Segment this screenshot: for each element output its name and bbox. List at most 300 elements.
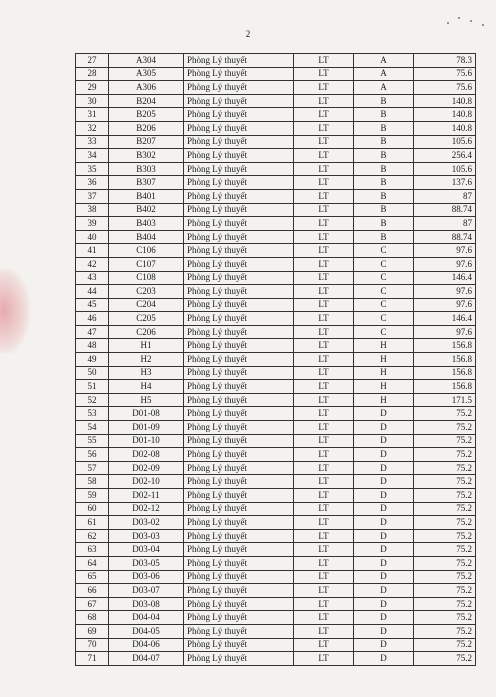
- cell-area: 75.6: [414, 67, 476, 81]
- scan-speck: [470, 20, 472, 22]
- cell-area: 156.8: [414, 380, 476, 394]
- cell-room-name: Phòng Lý thuyết: [184, 570, 294, 584]
- cell-room-type: LT: [294, 448, 354, 462]
- cell-block: D: [354, 461, 414, 475]
- cell-room-code: D02-11: [109, 489, 184, 503]
- cell-room-type: LT: [294, 407, 354, 421]
- cell-room-name: Phòng Lý thuyết: [184, 121, 294, 135]
- cell-room-name: Phòng Lý thuyết: [184, 203, 294, 217]
- table-row: [76, 121, 476, 135]
- cell-room-name: Phòng Lý thuyết: [184, 230, 294, 244]
- cell-row-number: 69: [76, 624, 109, 638]
- cell-room-code: D04-04: [109, 611, 184, 625]
- cell-room-code: D02-09: [109, 461, 184, 475]
- cell-room-code: B207: [109, 135, 184, 149]
- table-row: [76, 312, 476, 326]
- table-row: [76, 217, 476, 231]
- cell-area: 88.74: [414, 203, 476, 217]
- cell-row-number: 54: [76, 421, 109, 435]
- cell-room-type: LT: [294, 570, 354, 584]
- cell-block: H: [354, 366, 414, 380]
- cell-row-number: 39: [76, 217, 109, 231]
- cell-row-number: 44: [76, 285, 109, 299]
- cell-room-name: Phòng Lý thuyết: [184, 448, 294, 462]
- cell-block: D: [354, 652, 414, 666]
- cell-room-name: Phòng Lý thuyết: [184, 67, 294, 81]
- cell-row-number: 32: [76, 121, 109, 135]
- cell-room-name: Phòng Lý thuyết: [184, 584, 294, 598]
- table-row: [76, 67, 476, 81]
- cell-room-code: B302: [109, 149, 184, 163]
- page-number: 2: [245, 29, 251, 39]
- cell-area: 75.2: [414, 529, 476, 543]
- cell-room-code: B307: [109, 176, 184, 190]
- cell-row-number: 27: [76, 54, 109, 68]
- cell-area: 75.2: [414, 421, 476, 435]
- cell-block: B: [354, 230, 414, 244]
- table-row: [76, 407, 476, 421]
- cell-row-number: 37: [76, 189, 109, 203]
- cell-block: D: [354, 529, 414, 543]
- cell-row-number: 59: [76, 489, 109, 503]
- cell-room-name: Phòng Lý thuyết: [184, 421, 294, 435]
- table-row: [76, 638, 476, 652]
- cell-room-code: D03-03: [109, 529, 184, 543]
- cell-row-number: 35: [76, 162, 109, 176]
- cell-room-code: D03-07: [109, 584, 184, 598]
- cell-area: 171.5: [414, 393, 476, 407]
- table-row: [76, 366, 476, 380]
- cell-room-type: LT: [294, 217, 354, 231]
- cell-room-name: Phòng Lý thuyết: [184, 611, 294, 625]
- cell-block: B: [354, 217, 414, 231]
- table-row: [76, 81, 476, 95]
- cell-room-code: D02-10: [109, 475, 184, 489]
- table-row: [76, 94, 476, 108]
- cell-row-number: 34: [76, 149, 109, 163]
- cell-room-code: C205: [109, 312, 184, 326]
- cell-block: D: [354, 638, 414, 652]
- cell-area: 97.6: [414, 298, 476, 312]
- cell-room-type: LT: [294, 434, 354, 448]
- cell-row-number: 40: [76, 230, 109, 244]
- table-row: [76, 516, 476, 530]
- cell-row-number: 51: [76, 380, 109, 394]
- cell-room-code: D01-09: [109, 421, 184, 435]
- cell-room-name: Phòng Lý thuyết: [184, 176, 294, 190]
- cell-area: 75.2: [414, 475, 476, 489]
- cell-room-type: LT: [294, 271, 354, 285]
- cell-room-type: LT: [294, 67, 354, 81]
- cell-area: 97.6: [414, 285, 476, 299]
- table-row: [76, 448, 476, 462]
- cell-area: 75.2: [414, 652, 476, 666]
- cell-room-name: Phòng Lý thuyết: [184, 162, 294, 176]
- cell-room-code: H4: [109, 380, 184, 394]
- cell-room-name: Phòng Lý thuyết: [184, 312, 294, 326]
- cell-room-name: Phòng Lý thuyết: [184, 393, 294, 407]
- table-row: [76, 570, 476, 584]
- cell-block: C: [354, 257, 414, 271]
- cell-room-type: LT: [294, 176, 354, 190]
- cell-area: 75.2: [414, 502, 476, 516]
- cell-row-number: 29: [76, 81, 109, 95]
- cell-room-code: C204: [109, 298, 184, 312]
- cell-block: D: [354, 556, 414, 570]
- cell-row-number: 31: [76, 108, 109, 122]
- cell-room-name: Phòng Lý thuyết: [184, 529, 294, 543]
- cell-room-code: D03-04: [109, 543, 184, 557]
- table-row: [76, 584, 476, 598]
- cell-block: B: [354, 176, 414, 190]
- cell-room-name: Phòng Lý thuyết: [184, 597, 294, 611]
- scan-speck: [482, 24, 484, 26]
- cell-block: D: [354, 502, 414, 516]
- cell-room-type: LT: [294, 285, 354, 299]
- cell-room-name: Phòng Lý thuyết: [184, 516, 294, 530]
- cell-room-name: Phòng Lý thuyết: [184, 298, 294, 312]
- cell-area: 105.6: [414, 135, 476, 149]
- cell-room-type: LT: [294, 339, 354, 353]
- cell-room-type: LT: [294, 162, 354, 176]
- cell-area: 75.2: [414, 624, 476, 638]
- cell-row-number: 71: [76, 652, 109, 666]
- cell-room-type: LT: [294, 230, 354, 244]
- cell-row-number: 58: [76, 475, 109, 489]
- cell-area: 75.2: [414, 448, 476, 462]
- table-row: [76, 624, 476, 638]
- room-table: [75, 53, 476, 666]
- cell-row-number: 43: [76, 271, 109, 285]
- cell-room-code: D04-07: [109, 652, 184, 666]
- cell-room-code: D03-08: [109, 597, 184, 611]
- cell-room-type: LT: [294, 135, 354, 149]
- cell-room-type: LT: [294, 489, 354, 503]
- cell-row-number: 46: [76, 312, 109, 326]
- cell-row-number: 28: [76, 67, 109, 81]
- table-row: [76, 162, 476, 176]
- cell-room-code: H3: [109, 366, 184, 380]
- cell-row-number: 48: [76, 339, 109, 353]
- cell-room-name: Phòng Lý thuyết: [184, 461, 294, 475]
- cell-room-name: Phòng Lý thuyết: [184, 81, 294, 95]
- cell-room-name: Phòng Lý thuyết: [184, 217, 294, 231]
- table-row: [76, 176, 476, 190]
- cell-block: D: [354, 543, 414, 557]
- cell-room-name: Phòng Lý thuyết: [184, 380, 294, 394]
- cell-area: 75.2: [414, 584, 476, 598]
- cell-room-type: LT: [294, 624, 354, 638]
- cell-area: 75.6: [414, 81, 476, 95]
- table-row: [76, 339, 476, 353]
- scan-speck: [447, 22, 449, 24]
- cell-room-type: LT: [294, 94, 354, 108]
- cell-block: H: [354, 393, 414, 407]
- scan-speck: [458, 17, 460, 19]
- cell-room-code: D04-06: [109, 638, 184, 652]
- table-row: [76, 543, 476, 557]
- cell-row-number: 47: [76, 325, 109, 339]
- table-row: [76, 529, 476, 543]
- cell-room-type: LT: [294, 556, 354, 570]
- cell-room-name: Phòng Lý thuyết: [184, 624, 294, 638]
- cell-block: D: [354, 434, 414, 448]
- cell-block: C: [354, 312, 414, 326]
- cell-room-name: Phòng Lý thuyết: [184, 54, 294, 68]
- cell-row-number: 33: [76, 135, 109, 149]
- table-row: [76, 149, 476, 163]
- cell-block: D: [354, 516, 414, 530]
- cell-block: D: [354, 475, 414, 489]
- cell-block: A: [354, 67, 414, 81]
- cell-room-code: D02-08: [109, 448, 184, 462]
- cell-row-number: 50: [76, 366, 109, 380]
- cell-area: 75.2: [414, 570, 476, 584]
- cell-room-code: B303: [109, 162, 184, 176]
- cell-room-code: C203: [109, 285, 184, 299]
- cell-room-type: LT: [294, 257, 354, 271]
- cell-room-code: D02-12: [109, 502, 184, 516]
- table-row: [76, 611, 476, 625]
- cell-area: 97.6: [414, 325, 476, 339]
- cell-room-type: LT: [294, 244, 354, 258]
- cell-row-number: 41: [76, 244, 109, 258]
- table-row: [76, 434, 476, 448]
- cell-room-type: LT: [294, 611, 354, 625]
- cell-room-name: Phòng Lý thuyết: [184, 94, 294, 108]
- cell-block: B: [354, 135, 414, 149]
- cell-room-name: Phòng Lý thuyết: [184, 434, 294, 448]
- cell-block: D: [354, 421, 414, 435]
- cell-row-number: 70: [76, 638, 109, 652]
- cell-room-type: LT: [294, 189, 354, 203]
- cell-row-number: 67: [76, 597, 109, 611]
- cell-block: A: [354, 81, 414, 95]
- cell-room-code: C107: [109, 257, 184, 271]
- cell-block: D: [354, 570, 414, 584]
- cell-block: C: [354, 325, 414, 339]
- cell-room-code: D01-08: [109, 407, 184, 421]
- cell-block: D: [354, 407, 414, 421]
- cell-row-number: 56: [76, 448, 109, 462]
- cell-room-type: LT: [294, 108, 354, 122]
- cell-area: 75.2: [414, 556, 476, 570]
- cell-row-number: 52: [76, 393, 109, 407]
- table-row: [76, 298, 476, 312]
- cell-area: 75.2: [414, 597, 476, 611]
- cell-area: 137.6: [414, 176, 476, 190]
- cell-block: B: [354, 121, 414, 135]
- cell-room-type: LT: [294, 529, 354, 543]
- cell-room-type: LT: [294, 393, 354, 407]
- cell-area: 256.4: [414, 149, 476, 163]
- cell-row-number: 30: [76, 94, 109, 108]
- table-row: [76, 556, 476, 570]
- cell-area: 75.2: [414, 611, 476, 625]
- cell-room-code: B402: [109, 203, 184, 217]
- cell-room-type: LT: [294, 597, 354, 611]
- cell-room-name: Phòng Lý thuyết: [184, 475, 294, 489]
- cell-block: B: [354, 162, 414, 176]
- cell-room-code: B204: [109, 94, 184, 108]
- cell-room-name: Phòng Lý thuyết: [184, 543, 294, 557]
- cell-room-name: Phòng Lý thuyết: [184, 325, 294, 339]
- cell-room-name: Phòng Lý thuyết: [184, 407, 294, 421]
- red-seal-stamp: [0, 268, 30, 354]
- cell-room-type: LT: [294, 584, 354, 598]
- cell-room-code: H5: [109, 393, 184, 407]
- cell-room-code: D03-02: [109, 516, 184, 530]
- cell-room-name: Phòng Lý thuyết: [184, 271, 294, 285]
- cell-room-code: B205: [109, 108, 184, 122]
- cell-room-type: LT: [294, 516, 354, 530]
- cell-row-number: 62: [76, 529, 109, 543]
- cell-room-code: D03-05: [109, 556, 184, 570]
- table-row: [76, 135, 476, 149]
- cell-area: 87: [414, 189, 476, 203]
- cell-area: 75.2: [414, 461, 476, 475]
- cell-area: 75.2: [414, 434, 476, 448]
- cell-room-type: LT: [294, 461, 354, 475]
- cell-room-name: Phòng Lý thuyết: [184, 135, 294, 149]
- cell-room-code: D04-05: [109, 624, 184, 638]
- cell-block: B: [354, 189, 414, 203]
- cell-area: 75.2: [414, 543, 476, 557]
- table-row: [76, 380, 476, 394]
- cell-room-type: LT: [294, 475, 354, 489]
- cell-room-code: A305: [109, 67, 184, 81]
- cell-room-name: Phòng Lý thuyết: [184, 489, 294, 503]
- cell-room-type: LT: [294, 54, 354, 68]
- cell-room-name: Phòng Lý thuyết: [184, 244, 294, 258]
- cell-block: H: [354, 339, 414, 353]
- cell-room-type: LT: [294, 353, 354, 367]
- table-row: [76, 597, 476, 611]
- cell-room-name: Phòng Lý thuyết: [184, 149, 294, 163]
- cell-room-type: LT: [294, 298, 354, 312]
- cell-room-code: C206: [109, 325, 184, 339]
- cell-room-code: B404: [109, 230, 184, 244]
- cell-row-number: 42: [76, 257, 109, 271]
- cell-row-number: 55: [76, 434, 109, 448]
- table-row: [76, 461, 476, 475]
- cell-block: D: [354, 624, 414, 638]
- cell-room-type: LT: [294, 502, 354, 516]
- cell-row-number: 61: [76, 516, 109, 530]
- cell-row-number: 57: [76, 461, 109, 475]
- cell-room-type: LT: [294, 325, 354, 339]
- table-row: [76, 489, 476, 503]
- cell-room-type: LT: [294, 652, 354, 666]
- table-row: [76, 189, 476, 203]
- cell-block: D: [354, 489, 414, 503]
- cell-row-number: 64: [76, 556, 109, 570]
- table-row: [76, 54, 476, 68]
- cell-area: 146.4: [414, 271, 476, 285]
- cell-area: 105.6: [414, 162, 476, 176]
- cell-row-number: 66: [76, 584, 109, 598]
- cell-room-code: B403: [109, 217, 184, 231]
- cell-row-number: 49: [76, 353, 109, 367]
- cell-block: D: [354, 584, 414, 598]
- cell-room-code: A304: [109, 54, 184, 68]
- cell-room-code: H1: [109, 339, 184, 353]
- cell-row-number: 45: [76, 298, 109, 312]
- cell-block: D: [354, 611, 414, 625]
- cell-block: B: [354, 94, 414, 108]
- cell-block: H: [354, 380, 414, 394]
- cell-row-number: 36: [76, 176, 109, 190]
- cell-block: B: [354, 149, 414, 163]
- table-row: [76, 325, 476, 339]
- cell-room-name: Phòng Lý thuyết: [184, 353, 294, 367]
- cell-room-type: LT: [294, 312, 354, 326]
- cell-area: 87: [414, 217, 476, 231]
- cell-room-name: Phòng Lý thuyết: [184, 257, 294, 271]
- cell-room-name: Phòng Lý thuyết: [184, 638, 294, 652]
- cell-room-name: Phòng Lý thuyết: [184, 339, 294, 353]
- cell-block: D: [354, 597, 414, 611]
- table-row: [76, 257, 476, 271]
- cell-block: B: [354, 203, 414, 217]
- cell-area: 140.8: [414, 121, 476, 135]
- cell-room-type: LT: [294, 81, 354, 95]
- cell-block: C: [354, 298, 414, 312]
- table-row: [76, 271, 476, 285]
- cell-room-type: LT: [294, 543, 354, 557]
- cell-row-number: 63: [76, 543, 109, 557]
- room-table-body: [76, 54, 476, 666]
- cell-area: 75.2: [414, 516, 476, 530]
- cell-room-type: LT: [294, 380, 354, 394]
- cell-room-name: Phòng Lý thuyết: [184, 189, 294, 203]
- table-row: [76, 393, 476, 407]
- table-row: [76, 203, 476, 217]
- cell-area: 140.8: [414, 108, 476, 122]
- cell-room-code: H2: [109, 353, 184, 367]
- cell-area: 75.2: [414, 407, 476, 421]
- cell-area: 156.8: [414, 339, 476, 353]
- cell-room-type: LT: [294, 638, 354, 652]
- cell-block: H: [354, 353, 414, 367]
- cell-block: C: [354, 285, 414, 299]
- cell-row-number: 60: [76, 502, 109, 516]
- cell-room-name: Phòng Lý thuyết: [184, 652, 294, 666]
- table-row: [76, 652, 476, 666]
- table-row: [76, 502, 476, 516]
- cell-block: A: [354, 54, 414, 68]
- cell-room-code: B206: [109, 121, 184, 135]
- cell-room-type: LT: [294, 421, 354, 435]
- cell-room-name: Phòng Lý thuyết: [184, 556, 294, 570]
- cell-room-name: Phòng Lý thuyết: [184, 108, 294, 122]
- cell-room-name: Phòng Lý thuyết: [184, 366, 294, 380]
- cell-room-type: LT: [294, 121, 354, 135]
- cell-area: 75.2: [414, 638, 476, 652]
- cell-room-code: C106: [109, 244, 184, 258]
- cell-area: 146.4: [414, 312, 476, 326]
- cell-room-code: C108: [109, 271, 184, 285]
- cell-row-number: 38: [76, 203, 109, 217]
- table-row: [76, 230, 476, 244]
- table-row: [76, 285, 476, 299]
- cell-area: 140.8: [414, 94, 476, 108]
- cell-area: 156.8: [414, 366, 476, 380]
- cell-area: 88.74: [414, 230, 476, 244]
- cell-block: C: [354, 271, 414, 285]
- cell-block: D: [354, 448, 414, 462]
- cell-area: 97.6: [414, 244, 476, 258]
